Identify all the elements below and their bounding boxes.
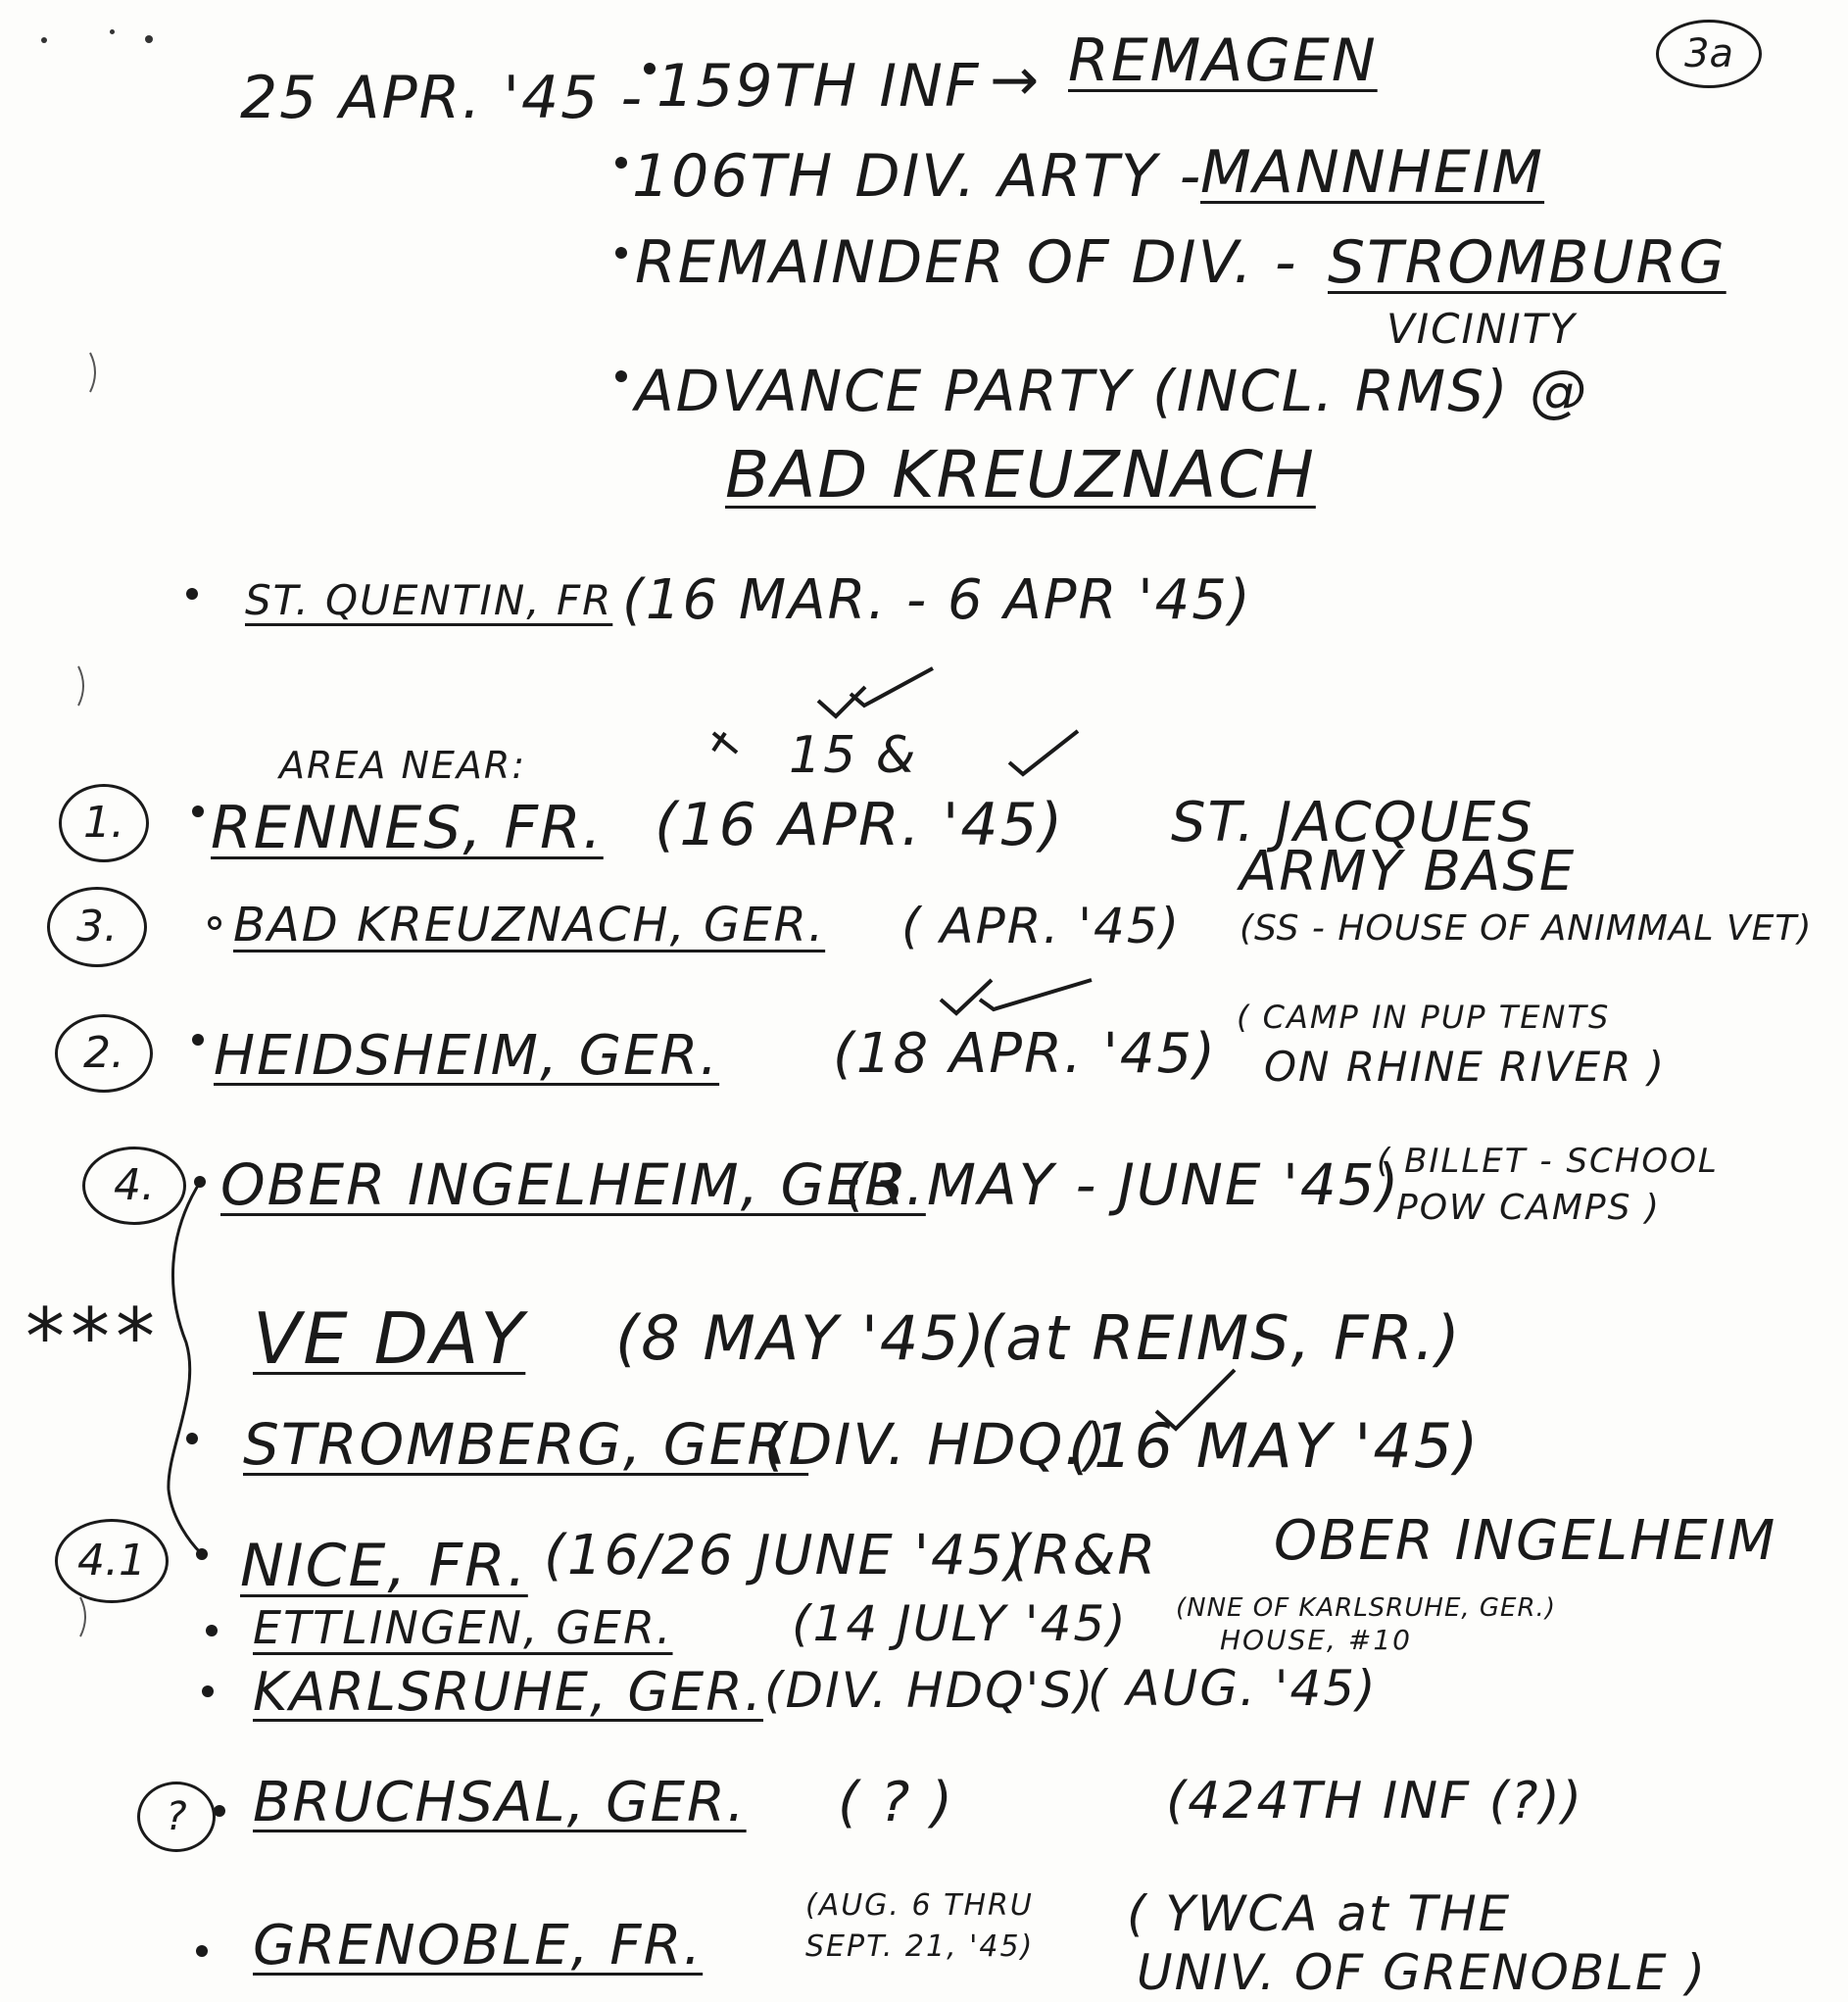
entry-date: (16 APR. '45) bbox=[655, 791, 1065, 859]
entry-date: (16 MAR. - 6 APR '45) bbox=[622, 568, 1252, 632]
entry-marker-text: 2. bbox=[83, 1028, 124, 1078]
entry-note: ( CAMP IN PUP TENTS bbox=[1237, 999, 1611, 1036]
entry-place: GRENOBLE, FR. bbox=[253, 1914, 704, 1978]
page-label-text: 3a bbox=[1684, 31, 1733, 76]
entry-place: KARLSRUHE, GER. bbox=[253, 1661, 763, 1723]
asterisk-marks: *** bbox=[25, 1292, 161, 1383]
bullet bbox=[194, 1176, 206, 1188]
entry-marker-text: 3. bbox=[76, 902, 118, 952]
bullet bbox=[208, 916, 221, 930]
entry-date: ( ? ) bbox=[838, 1771, 955, 1834]
header-place-1: REMAGEN bbox=[1068, 26, 1378, 95]
entry-marker-text: 4.1 bbox=[77, 1536, 146, 1586]
header-unit-2: 106TH DIV. ARTY - bbox=[632, 142, 1203, 211]
entry-note-2: HOUSE, #10 bbox=[1220, 1624, 1412, 1656]
entry-place: BRUCHSAL, GER. bbox=[253, 1771, 747, 1834]
entry-place: NICE, FR. bbox=[240, 1532, 528, 1600]
bullet bbox=[615, 247, 627, 259]
bullet bbox=[615, 370, 627, 382]
header-place-2: MANNHEIM bbox=[1200, 138, 1545, 207]
entry-date: (3 MAY - JUNE '45) bbox=[845, 1151, 1401, 1218]
entry-date-above: 15 & bbox=[789, 726, 918, 785]
entry-date: ( APR. '45) bbox=[901, 898, 1182, 954]
header-date: 25 APR. '45 - bbox=[240, 64, 645, 132]
page-label bbox=[1656, 20, 1762, 88]
bullet bbox=[196, 1945, 208, 1957]
entry-marker bbox=[59, 784, 149, 862]
header-place-4: BAD KREUZNACH bbox=[725, 437, 1316, 513]
entry-note-2: OBER INGELHEIM bbox=[1274, 1509, 1777, 1573]
entry-note: ( AUG. '45) bbox=[1088, 1660, 1378, 1717]
checkmark-icon bbox=[941, 980, 992, 1013]
entry-date: (18 APR. '45) bbox=[833, 1022, 1217, 1086]
bullet bbox=[196, 1548, 208, 1560]
entry-note: (at REIMS, FR.) bbox=[980, 1302, 1462, 1374]
entry-place: ST. QUENTIN, FR bbox=[245, 576, 613, 624]
header-unit-1: 159TH INF bbox=[657, 52, 981, 121]
bullet bbox=[615, 157, 627, 169]
entry-marker-text: 1. bbox=[83, 798, 124, 848]
entry-label: AREA NEAR: bbox=[279, 744, 527, 787]
entry-place: STROMBERG, GER. bbox=[243, 1411, 809, 1478]
entry-marker-text: 4. bbox=[114, 1160, 155, 1210]
entry-note: (16 MAY '45) bbox=[1068, 1410, 1481, 1482]
entry-place: ETTLINGEN, GER. bbox=[253, 1601, 673, 1654]
entry-note: (NNE OF KARLSRUHE, GER.) bbox=[1176, 1593, 1556, 1623]
entry-place: VE DAY bbox=[253, 1297, 526, 1380]
header-place-3: STROMBURG bbox=[1328, 228, 1726, 297]
entry-marker-text: ? bbox=[166, 1794, 187, 1839]
checkmark-icon bbox=[1009, 731, 1078, 774]
bullet bbox=[192, 806, 204, 817]
header-unit-3: REMAINDER OF DIV. - bbox=[635, 228, 1298, 297]
entry-marker bbox=[47, 887, 147, 967]
entry-date: (16/26 JUNE '45) bbox=[544, 1524, 1029, 1587]
bullet bbox=[644, 63, 656, 74]
bullet bbox=[186, 588, 198, 600]
entry-note: (SS - HOUSE OF ANIMMAL VET) bbox=[1240, 908, 1813, 949]
strike-mark bbox=[713, 733, 737, 753]
entry-note: ( YWCA at THE bbox=[1127, 1885, 1512, 1942]
checkmark-icon bbox=[851, 668, 933, 706]
entry-note: ( BILLET - SCHOOL bbox=[1377, 1142, 1719, 1181]
entry-note-2: ARMY BASE bbox=[1240, 840, 1577, 903]
entry-place: RENNES, FR. bbox=[211, 794, 604, 862]
margin-mark bbox=[78, 666, 83, 706]
entry-place: OBER INGELHEIM, GER. bbox=[220, 1151, 926, 1218]
bullet bbox=[214, 1805, 225, 1817]
bullet bbox=[186, 1433, 198, 1444]
header-connector: → bbox=[990, 46, 1042, 115]
entry-date: (8 MAY '45) bbox=[615, 1302, 987, 1374]
entry-date: (DIV. HDQ'S) bbox=[764, 1662, 1095, 1719]
entry-note-2: ON RHINE RIVER ) bbox=[1264, 1043, 1667, 1091]
entry-marker bbox=[137, 1782, 216, 1852]
entry-note: (424TH INF (?)) bbox=[1166, 1772, 1584, 1831]
connector-line bbox=[169, 1181, 201, 1553]
checkmark-icon bbox=[980, 980, 1092, 1009]
bullet bbox=[206, 1625, 218, 1636]
margin-mark bbox=[90, 353, 95, 392]
margin-mark bbox=[80, 1597, 85, 1636]
scan-speck bbox=[41, 37, 47, 43]
scan-speck bbox=[145, 35, 153, 43]
entry-date: (DIV. HDQ.) bbox=[764, 1411, 1109, 1478]
checkmark-icon bbox=[818, 687, 865, 716]
bullet bbox=[202, 1685, 214, 1697]
entry-note-2: POW CAMPS ) bbox=[1396, 1188, 1661, 1228]
header-unit-4: ADVANCE PARTY (INCL. RMS) @ bbox=[635, 358, 1589, 424]
entry-place: BAD KREUZNACH, GER. bbox=[233, 898, 826, 952]
header-note-3: VICINITY bbox=[1386, 305, 1577, 353]
entry-date: (14 JULY '45) bbox=[792, 1595, 1128, 1652]
entry-note: (R&R bbox=[1009, 1524, 1158, 1587]
bullet bbox=[192, 1034, 204, 1046]
scan-speck bbox=[110, 29, 115, 34]
entry-date: (AUG. 6 THRU bbox=[805, 1888, 1034, 1923]
entry-marker bbox=[55, 1519, 169, 1603]
entry-date-2: SEPT. 21, '45) bbox=[805, 1929, 1035, 1964]
entry-marker bbox=[55, 1014, 153, 1093]
entry-note-2: UNIV. OF GRENOBLE ) bbox=[1137, 1944, 1707, 2001]
entry-note: ST. JACQUES bbox=[1171, 791, 1534, 855]
entry-marker bbox=[82, 1147, 186, 1225]
entry-place: HEIDSHEIM, GER. bbox=[214, 1024, 720, 1088]
